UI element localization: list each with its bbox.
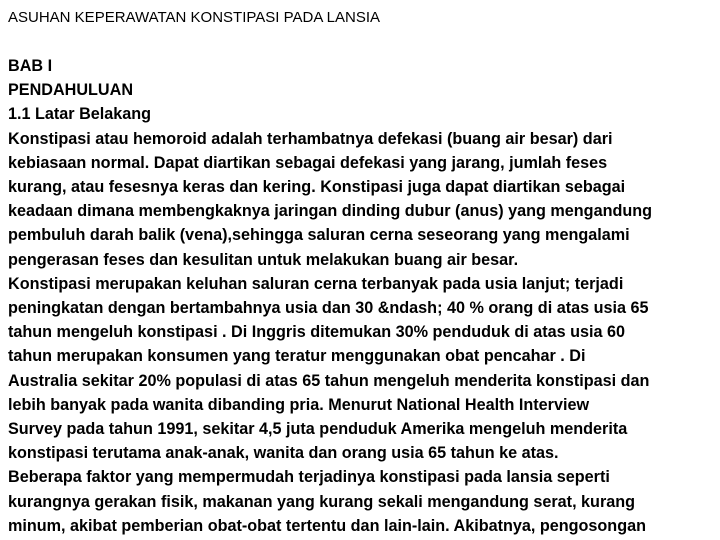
body-line: Beberapa faktor yang mempermudah terjadinya konstipasi pada lansia seperti bbox=[8, 468, 610, 487]
body-line: Konstipasi merupakan keluhan saluran cerna terbanyak pada usia lanjut; terjadi bbox=[8, 274, 624, 293]
document-title: ASUHAN KEPERAWATAN KONSTIPASI PADA LANSIA bbox=[8, 9, 381, 26]
chapter-label: BAB I bbox=[8, 57, 53, 75]
body-line: kebiasaan normal. Dapat diartikan sebagai defekasi yang jarang, jumlah feses bbox=[8, 153, 608, 172]
document-body bbox=[8, 54, 714, 538]
body-line: tahun merupakan konsumen yang teratur menggunakan obat pencahar . Di bbox=[8, 347, 586, 366]
section-heading: 1.1 Latar Belakang bbox=[8, 105, 152, 124]
body-line: Survey pada tahun 1991, sekitar 4,5 juta penduduk Amerika mengeluh menderita bbox=[8, 420, 628, 439]
body-line: minum, akibat pemberian obat-obat tertentu dan lain-lain. Akibatnya, pengosongan bbox=[8, 516, 646, 535]
body-line: peningkatan dengan bertambahnya usia dan 30 &ndash; 40 % orang di atas usia 65 bbox=[8, 299, 649, 318]
body-line: Australia sekitar 20% populasi di atas 65 tahun mengeluh menderita konstipasi dan bbox=[8, 371, 650, 390]
body-line: pembuluh darah balik (vena),sehingga saluran cerna seseorang yang mengalami bbox=[8, 226, 630, 245]
body-line: tahun mengeluh konstipasi . Di Inggris ditemukan 30% penduduk di atas usia 60 bbox=[8, 323, 626, 342]
body-line: lebih banyak pada wanita dibanding pria. Menurut National Health Interview bbox=[8, 395, 590, 414]
body-line: kurangnya gerakan fisik, makanan yang kurang sekali mengandung serat, kurang bbox=[8, 492, 636, 511]
chapter-title: PENDAHULUAN bbox=[8, 81, 134, 100]
body-line: keadaan dimana membengkaknya jaringan dinding dubur (anus) yang mengandung bbox=[8, 202, 653, 221]
body-line: pengerasan feses dan kesulitan untuk melakukan buang air besar. bbox=[8, 250, 519, 269]
body-line: konstipasi terutama anak-anak, wanita dan orang usia 65 tahun ke atas. bbox=[8, 444, 559, 463]
body-line: Konstipasi atau hemoroid adalah terhambatnya defekasi (buang air besar) dari bbox=[8, 129, 613, 148]
body-line: kurang, atau fesesnya keras dan kering. Konstipasi juga dapat diartikan sebagai bbox=[8, 178, 626, 197]
